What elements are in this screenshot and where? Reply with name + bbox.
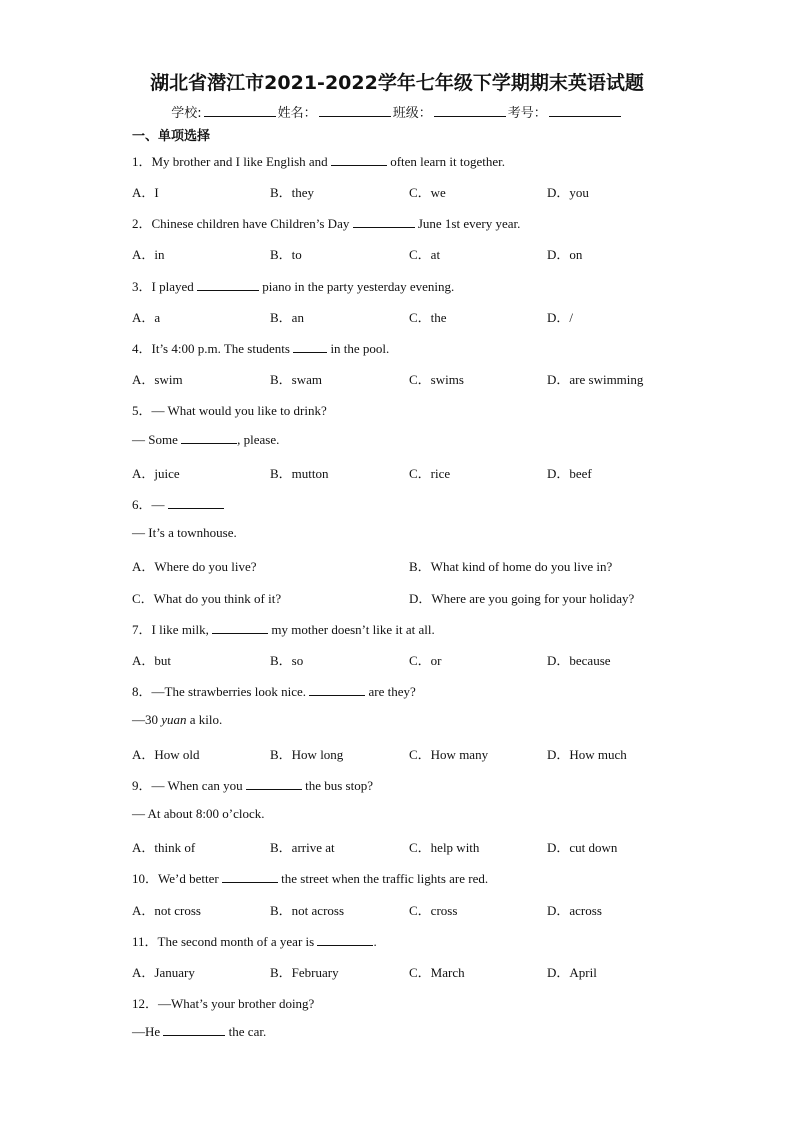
option-a: A．January <box>132 965 195 980</box>
section-title: 一、单项选择 <box>132 129 211 144</box>
option-d: D．April <box>547 965 597 980</box>
question-1: 1．My brother and I like English and often learn it together. <box>132 154 505 169</box>
option-b: B．to <box>270 247 302 262</box>
answer-blank <box>222 871 278 883</box>
option-d: D．are swimming <box>547 372 644 387</box>
option-c: C．at <box>409 247 441 262</box>
id-label: 考号： <box>507 106 547 121</box>
option-d: D．you <box>547 185 589 200</box>
answer-blank <box>309 684 365 696</box>
option-a: A．in <box>132 247 165 262</box>
question-12-reply: —He the car. <box>132 1024 267 1039</box>
option-c: C．the <box>409 310 447 325</box>
question-2: 2．Chinese children have Children’s Day June 1st every year. <box>132 216 521 231</box>
school-blank <box>204 104 276 117</box>
option-c: C．What do you think of it? <box>132 591 282 606</box>
option-c: C．rice <box>409 466 451 481</box>
option-a: A．a <box>132 310 161 325</box>
option-b: B．February <box>270 965 339 980</box>
option-b: B．an <box>270 310 304 325</box>
answer-blank <box>181 432 237 444</box>
option-d: D．on <box>547 247 583 262</box>
school-label: 学校: <box>171 106 202 121</box>
option-b: B．What kind of home do you live in? <box>409 559 613 574</box>
option-a: A．swim <box>132 372 183 387</box>
option-d: D．beef <box>547 466 592 481</box>
answer-blank <box>353 216 415 228</box>
option-c: C．we <box>409 185 446 200</box>
answer-blank <box>317 934 373 946</box>
class-blank <box>434 104 506 117</box>
option-d: D．/ <box>547 310 574 325</box>
answer-blank <box>331 154 387 166</box>
option-d: D．because <box>547 653 611 668</box>
option-b: B．they <box>270 185 315 200</box>
question-4: 4．It’s 4:00 p.m. The students in the pool. <box>132 341 390 356</box>
option-b: B．arrive at <box>270 840 335 855</box>
question-12: 12．—What’s your brother doing? <box>132 996 315 1011</box>
option-c: C．or <box>409 653 442 668</box>
question-6: 6．— <box>132 494 224 513</box>
option-a: A．but <box>132 653 172 668</box>
exam-title: 湖北省潜江市2021-2022学年七年级下学期期末英语试题 <box>150 72 644 94</box>
option-d: D．cut down <box>547 840 618 855</box>
question-5: 5．— What would you like to drink? <box>132 403 327 418</box>
question-11: 11．The second month of a year is . <box>132 934 377 949</box>
option-a: A．think of <box>132 840 196 855</box>
question-9: 9．— When can you the bus stop? <box>132 778 373 793</box>
option-a: A．I <box>132 185 159 200</box>
answer-blank <box>212 622 268 634</box>
name-label: 姓名： <box>277 106 317 121</box>
option-d: D．across <box>547 903 602 918</box>
name-blank <box>319 104 391 117</box>
question-7: 7．I like milk, my mother doesn’t like it at all. <box>132 622 435 637</box>
option-b: B．How long <box>270 747 344 762</box>
question-8-reply: —30 yuan a kilo. <box>132 712 223 727</box>
option-a: A．Where do you live? <box>132 559 257 574</box>
option-c: C．How many <box>409 747 489 762</box>
answer-blank <box>293 341 327 353</box>
option-a: A．not cross <box>132 903 201 918</box>
question-10: 10．We’d better the street when the traffic lights are red. <box>132 871 489 886</box>
question-9-reply: — At about 8:00 o’clock. <box>132 806 265 821</box>
option-b: B．not across <box>270 903 345 918</box>
option-d: D．How much <box>547 747 627 762</box>
option-a: A．juice <box>132 466 180 481</box>
answer-blank <box>163 1024 225 1036</box>
option-b: B．mutton <box>270 466 329 481</box>
answer-blank <box>246 778 302 790</box>
class-label: 班级： <box>392 106 432 121</box>
option-a: A．How old <box>132 747 200 762</box>
option-b: B．so <box>270 653 304 668</box>
question-6-reply: — It’s a townhouse. <box>132 525 237 540</box>
question-3: 3．I played piano in the party yesterday evening. <box>132 279 455 294</box>
option-d: D．Where are you going for your holiday? <box>409 591 635 606</box>
answer-blank <box>168 497 224 509</box>
option-c: C．March <box>409 965 465 980</box>
option-c: C．swims <box>409 372 464 387</box>
option-c: C．help with <box>409 840 480 855</box>
id-blank <box>549 104 621 117</box>
option-b: B．swam <box>270 372 323 387</box>
student-info-line <box>0 102 794 121</box>
option-c: C．cross <box>409 903 458 918</box>
question-8: 8．—The strawberries look nice. are they? <box>132 684 416 699</box>
question-5-reply: — Some , please. <box>132 432 280 447</box>
answer-blank <box>197 279 259 291</box>
